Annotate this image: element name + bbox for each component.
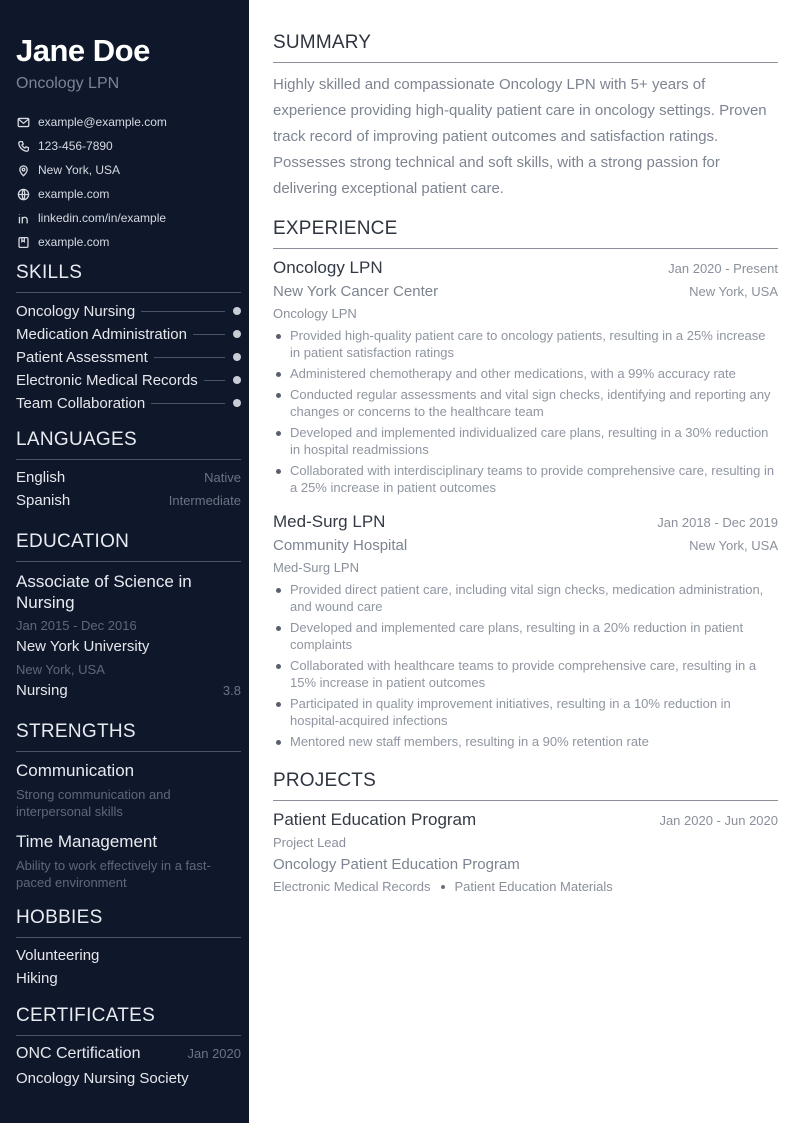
- job-title: Med-Surg LPN: [273, 512, 386, 531]
- list-item: Collaborated with interdisciplinary teams to provide comprehensive care, resulting in a 25% increase in patient outcomes: [273, 462, 778, 496]
- job-header: [273, 512, 778, 532]
- summary-heading: SUMMARY: [273, 32, 778, 63]
- project-tag: Electronic Medical Records: [273, 879, 431, 894]
- job-title: Oncology LPN: [273, 258, 383, 277]
- job-bullets: [273, 581, 778, 754]
- contact-email[interactable]: [16, 110, 241, 134]
- project-role: Project Lead: [273, 835, 346, 850]
- certificate-name: ONC Certification: [16, 1045, 141, 1062]
- contact-linkedin-text: linkedin.com/in/example: [38, 211, 167, 225]
- project-header: [273, 810, 778, 830]
- contact-phone[interactable]: [16, 134, 241, 158]
- job-position: Med-Surg LPN: [273, 560, 359, 575]
- certificate-date: Jan 2020: [187, 1046, 241, 1061]
- contact-phone-text: 123-456-7890: [38, 139, 113, 153]
- job-location: New York, USA: [689, 284, 778, 299]
- job-header: [273, 258, 778, 278]
- education-location: New York, USA: [16, 662, 105, 677]
- contact-list: [16, 110, 241, 254]
- certificate-row: [16, 1045, 241, 1063]
- list-item: Developed and implemented individualized care plans, resulting in a 30% reduction in hospital readmissions: [273, 424, 778, 458]
- hobby-item: Hiking: [16, 970, 58, 987]
- project-tags: [273, 879, 613, 894]
- contact-portfolio[interactable]: [16, 230, 241, 254]
- strength-title: Time Management: [16, 832, 158, 851]
- skill-level-dot: [233, 307, 241, 315]
- sidebar: [0, 0, 249, 1123]
- skill-item: Patient Assessment: [16, 347, 241, 367]
- certificates-heading: CERTIFICATES: [16, 1005, 241, 1036]
- skill-level-dot: [233, 353, 241, 361]
- skill-item: Oncology Nursing: [16, 301, 241, 321]
- list-item: Developed and implemented care plans, resulting in a 20% reduction in patient complaints: [273, 619, 778, 653]
- skill-item: Medication Administration: [16, 324, 241, 344]
- projects-heading: PROJECTS: [273, 770, 778, 801]
- candidate-role: Oncology LPN: [16, 75, 120, 92]
- hobby-item: Volunteering: [16, 947, 100, 964]
- phone-icon: [16, 139, 30, 153]
- education-school: New York University: [16, 638, 150, 655]
- job-location: New York, USA: [689, 538, 778, 553]
- skills-heading: SKILLS: [16, 262, 241, 293]
- project-tag: Patient Education Materials: [454, 879, 613, 894]
- certificate-issuer: Oncology Nursing Society: [16, 1070, 189, 1087]
- tag-separator-dot: [441, 885, 445, 889]
- job-company: New York Cancer Center: [273, 283, 439, 300]
- job-bullets: [273, 327, 778, 500]
- contact-portfolio-text: example.com: [38, 235, 110, 249]
- contact-location: [16, 158, 241, 182]
- contact-website[interactable]: [16, 182, 241, 206]
- strengths-heading: STRENGTHS: [16, 721, 241, 752]
- list-item: Administered chemotherapy and other medications, with a 99% accuracy rate: [273, 365, 778, 382]
- mail-icon: [16, 115, 30, 129]
- education-gpa: 3.8: [222, 683, 241, 698]
- skill-level-dot: [233, 399, 241, 407]
- globe-icon: [16, 187, 30, 201]
- contact-email-text: example@example.com: [38, 115, 167, 129]
- strength-title: Communication: [16, 761, 135, 780]
- education-dates: Jan 2015 - Dec 2016: [16, 618, 137, 633]
- candidate-name: Jane Doe: [16, 33, 150, 68]
- list-item: Participated in quality improvement initiatives, resulting in a 10% reduction in hospital-acquired infections: [273, 695, 778, 729]
- job-dates: Jan 2018 - Dec 2019: [657, 515, 778, 530]
- job-dates: Jan 2020 - Present: [668, 261, 778, 276]
- experience-heading: EXPERIENCE: [273, 218, 778, 249]
- education-heading: EDUCATION: [16, 531, 241, 562]
- job-company-row: [273, 537, 778, 554]
- project-title: Patient Education Program: [273, 810, 477, 829]
- skill-level-dot: [233, 376, 241, 384]
- strength-description: Ability to work effectively in a fast-paced environment: [16, 858, 211, 890]
- language-item: Spanish Intermediate: [16, 492, 241, 509]
- contact-linkedin[interactable]: [16, 206, 241, 230]
- bookmark-icon: [16, 235, 30, 249]
- education-degree: Associate of Science in Nursing: [16, 572, 192, 612]
- list-item: Conducted regular assessments and vital sign checks, identifying and reporting any changes or concerns to the healthcare team: [273, 386, 778, 420]
- skill-item: Electronic Medical Records: [16, 370, 241, 390]
- list-item: Mentored new staff members, resulting in a 90% retention rate: [273, 733, 778, 750]
- job-company-row: [273, 283, 778, 300]
- job-position: Oncology LPN: [273, 306, 357, 321]
- skill-item: Team Collaboration: [16, 393, 241, 413]
- location-pin-icon: [16, 163, 30, 177]
- strength-description: Strong communication and interpersonal skills: [16, 787, 171, 819]
- languages-heading: LANGUAGES: [16, 429, 241, 460]
- contact-location-text: New York, USA: [38, 163, 121, 177]
- linkedin-icon: [16, 211, 30, 225]
- list-item: Collaborated with healthcare teams to provide comprehensive care, resulting in a 15% increase in patient outcomes: [273, 657, 778, 691]
- contact-website-text: example.com: [38, 187, 110, 201]
- list-item: Provided direct patient care, including vital sign checks, medication administration, and wound care: [273, 581, 778, 615]
- summary-text: Highly skilled and compassionate Oncology LPN with 5+ years of experience providing high-quality patient care in oncology settings. Proven track record of improving patient outcomes and satisfaction ratings. Possesses strong technical and soft skills, with a strong passion for delivering exceptional patient care.: [273, 76, 767, 197]
- project-name: Oncology Patient Education Program: [273, 856, 520, 873]
- project-dates: Jan 2020 - Jun 2020: [659, 813, 778, 828]
- hobbies-heading: HOBBIES: [16, 907, 241, 938]
- job-company: Community Hospital: [273, 537, 408, 554]
- list-item: Provided high-quality patient care to oncology patients, resulting in a 25% increase in patient satisfaction ratings: [273, 327, 778, 361]
- education-field-row: Nursing 3.8: [16, 682, 241, 699]
- skill-level-dot: [233, 330, 241, 338]
- language-item: English Native: [16, 469, 241, 486]
